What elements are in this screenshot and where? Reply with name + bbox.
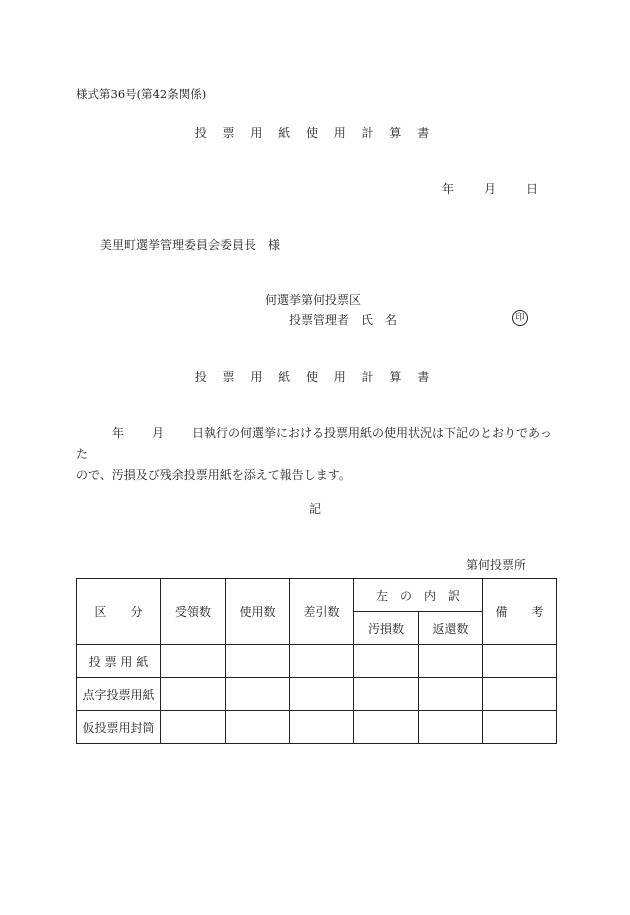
cell-remarks	[483, 645, 557, 678]
date-year: 年	[442, 182, 455, 196]
body-month: 月	[152, 426, 165, 440]
table-row	[77, 645, 557, 678]
cell-remarks	[483, 678, 557, 711]
cell-difference	[290, 645, 354, 678]
manager-name-label: 投票管理者 氏 名	[289, 313, 398, 327]
cell-returned	[419, 678, 483, 711]
header-returned: 返還数	[419, 612, 483, 645]
precinct: 何選挙第何投票区	[265, 293, 362, 307]
cell-used	[226, 678, 290, 711]
header-used: 使用数	[226, 579, 290, 645]
seal-mark: 印	[512, 310, 528, 326]
cell-difference	[290, 711, 354, 744]
row-label: 仮投票用封筒	[77, 711, 161, 744]
header-remarks: 備 考	[483, 579, 557, 645]
header-damaged: 汚損数	[354, 612, 419, 645]
addressee: 美里町選挙管理委員会委員長 様	[100, 238, 281, 252]
row-label: 点字投票用紙	[77, 678, 161, 711]
body-line1: 日執行の何選挙における投票用紙の使用状況は下記のとおりであった	[76, 426, 552, 461]
date-day: 日	[526, 182, 539, 196]
cell-damaged	[354, 678, 419, 711]
date-month: 月	[484, 182, 497, 196]
body-text	[76, 423, 554, 486]
cell-received	[161, 711, 226, 744]
header-difference: 差引数	[290, 579, 354, 645]
date-line	[442, 180, 538, 197]
cell-returned	[419, 645, 483, 678]
body-year: 年	[112, 426, 125, 440]
cell-received	[161, 645, 226, 678]
table-row	[77, 678, 557, 711]
header-breakdown: 左 の 内 訳	[354, 579, 483, 612]
cell-used	[226, 645, 290, 678]
cell-remarks	[483, 711, 557, 744]
section-title: 投 票 用 紙 使 用 計 算 書	[194, 370, 436, 384]
header-received: 受領数	[161, 579, 226, 645]
ki-heading: 記	[308, 502, 321, 516]
table-row	[77, 711, 557, 744]
form-number: 様式第36号(第42条関係)	[76, 87, 207, 101]
cell-damaged	[354, 645, 419, 678]
cell-returned	[419, 711, 483, 744]
cell-used	[226, 711, 290, 744]
row-label: 投 票 用 紙	[77, 645, 161, 678]
header-category: 区 分	[77, 579, 161, 645]
usage-table	[76, 578, 557, 744]
body-line2: ので、汚損及び残余投票用紙を添えて報告します。	[76, 468, 351, 482]
document-title: 投 票 用 紙 使 用 計 算 書	[194, 126, 436, 140]
cell-received	[161, 678, 226, 711]
cell-difference	[290, 678, 354, 711]
cell-damaged	[354, 711, 419, 744]
polling-station: 第何投票所	[466, 558, 527, 572]
